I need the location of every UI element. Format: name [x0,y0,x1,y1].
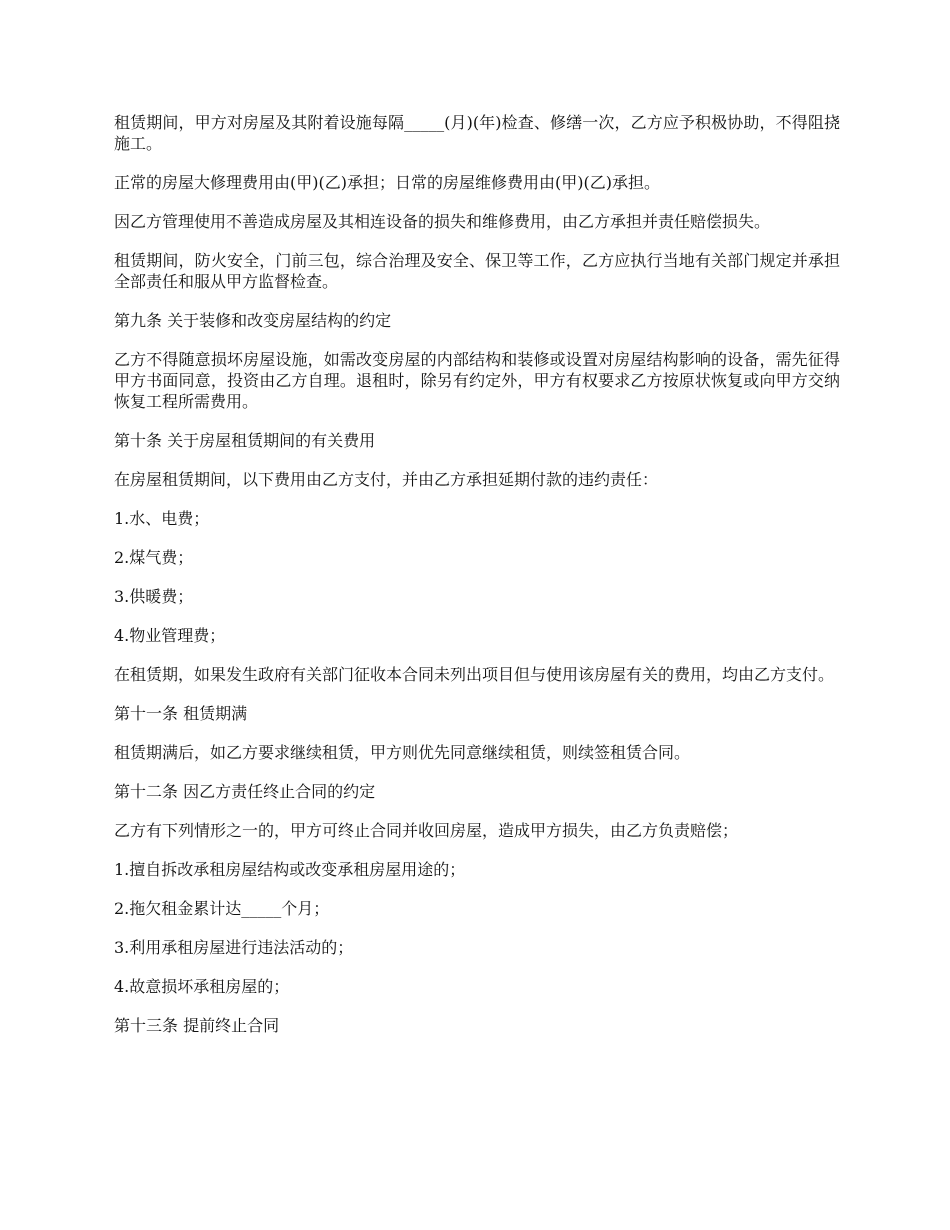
paragraph-renovation: 乙方不得随意损坏房屋设施，如需改变房屋的内部结构和装修或设置对房屋结构影响的设备，需先征得甲方书面同意，投资由乙方自理。退租时，除另有约定外，甲方有权要求乙方按原状恢复或向甲方交纳恢复工程所需费用。 [114,350,840,411]
article-12-heading: 第十二条 因乙方责任终止合同的约定 [114,782,376,801]
paragraph-fire-safety: 租赁期间，防火安全，门前三包，综合治理及安全、保卫等工作，乙方应执行当地有关部门规定并承担全部责任和服从甲方监督检查。 [114,251,840,291]
article-10-heading: 第十条 关于房屋租赁期间的有关费用 [114,431,376,450]
document-page [114,112,840,1054]
list-item-property-management: 4.物业管理费； [114,626,226,645]
article-9-heading: 第九条 关于装修和改变房屋结构的约定 [114,311,392,330]
article-13-heading: 第十三条 提前终止合同 [114,1016,280,1035]
paragraph-repair-cost: 正常的房屋大修理费用由(甲)(乙)承担；日常的房屋维修费用由(甲)(乙)承担。 [114,173,660,192]
list-item-rent-arrears: 2.拖欠租金累计达_____个月； [114,899,330,918]
list-item-water-electricity: 1.水、电费； [114,509,210,528]
list-item-intentional-damage: 4.故意损坏承租房屋的； [114,977,290,996]
paragraph-inspection: 租赁期间，甲方对房屋及其附着设施每隔_____(月)(年)检查、修缮一次，乙方应予积极协助，不得阻挠施工。 [114,113,840,153]
list-item-alteration: 1.擅自拆改承租房屋结构或改变承租房屋用途的； [114,860,466,879]
article-11-heading: 第十一条 租赁期满 [114,704,248,723]
list-item-heating: 3.供暖费； [114,587,194,606]
list-item-illegal-activity: 3.利用承租房屋进行违法活动的； [114,938,354,957]
paragraph-damage-liability: 因乙方管理使用不善造成房屋及其相连设备的损失和维修费用，由乙方承担并责任赔偿损失。 [114,212,771,231]
paragraph-government-fees: 在租赁期，如果发生政府有关部门征收本合同未列出项目但与使用该房屋有关的费用，均由乙方支付。 [114,665,835,684]
list-item-gas: 2.煤气费； [114,548,194,567]
paragraph-renewal: 租赁期满后，如乙方要求继续租赁，甲方则优先同意继续租赁，则续签租赁合同。 [114,743,691,762]
paragraph-termination-intro: 乙方有下列情形之一的，甲方可终止合同并收回房屋，造成甲方损失，由乙方负责赔偿； [114,821,739,840]
paragraph-fees-intro: 在房屋租赁期间，以下费用由乙方支付，并由乙方承担延期付款的违约责任： [114,470,659,489]
